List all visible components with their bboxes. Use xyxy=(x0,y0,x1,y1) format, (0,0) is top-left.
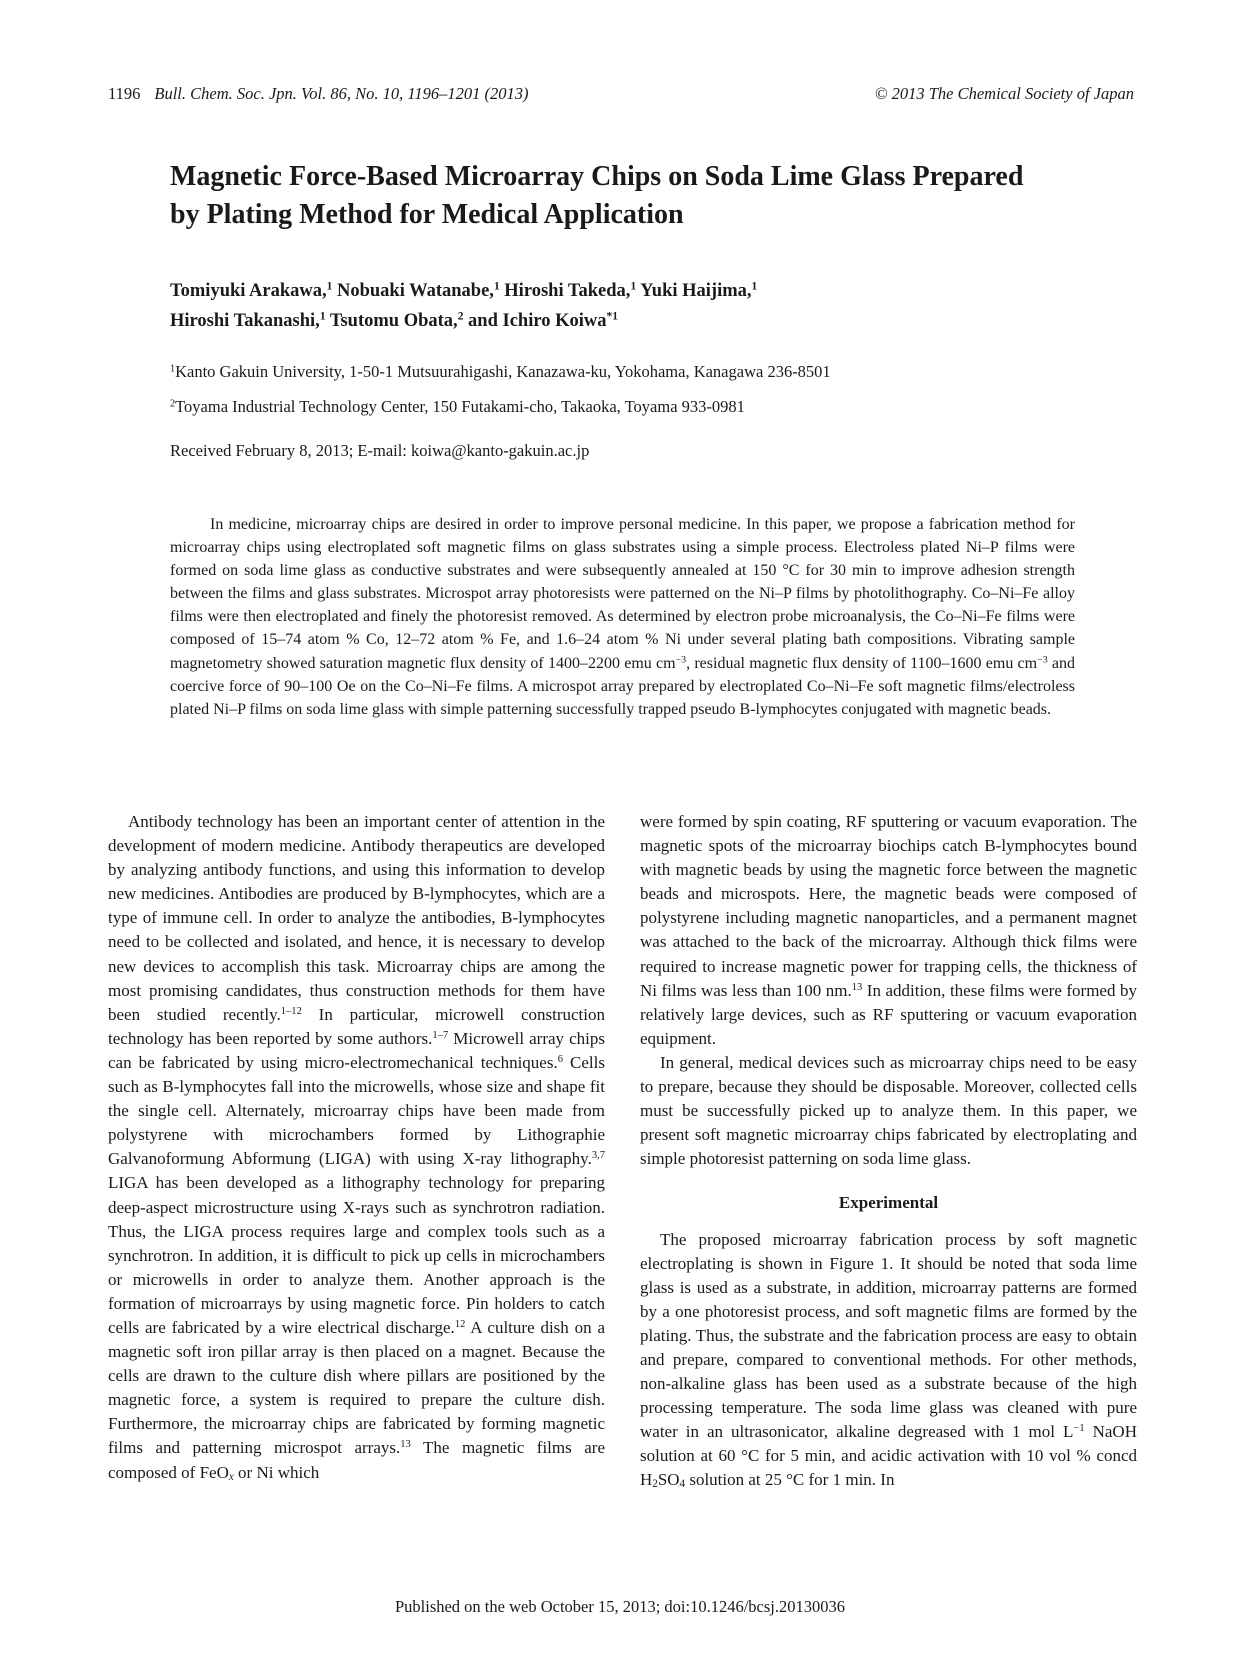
abstract-text: and coercive force of 90–100 Oe on the Co–Ni–Fe films. A microspot array prepared by electroplated Co–Ni–Fe soft magnetic films/electroless plated Ni–P films on soda lime glass with simple patterning successfully trapped pseudo B-lymphocytes conjugated with magnetic beads. xyxy=(170,654,1075,718)
title-line-2: by Plating Method for Medical Application xyxy=(170,199,684,230)
superscript: −1 xyxy=(1073,1423,1085,1435)
citation-ref: 6 xyxy=(557,1054,563,1066)
citation-ref: 12 xyxy=(454,1319,466,1331)
body-text: NaOH solution at 60 °C for 5 min, and acidic activation with 10 vol % concd H xyxy=(640,1422,1137,1490)
citation-ref: 1–7 xyxy=(432,1030,449,1042)
author-affil-mark: 1 xyxy=(751,280,758,293)
body-text: A culture dish on a magnetic soft iron pillar array is then placed on a magnet. Because the cells are drawn to the culture dish where pillars are positioned by the magnetic force, a system is required to prepare the culture dish. Furthermore, the microarray chips are fabricated by forming magnetic films and patterning microspot arrays. xyxy=(108,1317,606,1458)
body-paragraph: In general, medical devices such as microarray chips need to be easy to prepare, because they should be disposable. Moreover, collected cells must be successfully picked up to analyze them. In this paper, we present soft magnetic microarray chips fabricated by electroplating and simple photoresist patterning on soda lime glass. xyxy=(640,1052,1137,1169)
author-list xyxy=(170,276,1070,336)
article-title xyxy=(170,158,1090,234)
abstract-text: , residual magnetic flux density of 1100–1600 emu cm xyxy=(686,654,1038,672)
body-text: Cells such as B-lymphocytes fall into the microwells, whose size and shape fit the single cell. Alternately, microarray chips have been made from polystyrene with microchambers formed by Lithographie Galvanoformung Abformung (LIGA) with using X-ray lithography. xyxy=(108,1052,605,1169)
body-text: SO xyxy=(657,1470,680,1490)
abstract-text: In medicine, microarray chips are desired in order to improve personal medicine. In this paper, we propose a fabrication method for microarray chips using electroplated soft magnetic films on glass substrates using a simple process. Electroless plated Ni–P films were formed on soda lime glass as conductive substrates and were subsequently annealed at 150 °C for 30 min to improve adhesion strength between the films and glass substrates. Microspot array photoresists were patterned on the Ni–P films by photolithography. Co–Ni–Fe alloy films were then electroplated and finely the photoresist removed. As determined by electron probe microanalysis, the Co–Ni–Fe films were composed of 15–74 atom % Co, 12–72 atom % Fe, and 1.6–24 atom % Ni under several plating bath compositions. Vibrating sample magnetometry showed saturation magnetic flux density of 1400–2200 emu cm xyxy=(170,516,1075,672)
author-name: Hiroshi Takeda, xyxy=(504,281,631,301)
copyright-notice: © 2013 The Chemical Society of Japan xyxy=(874,84,1134,103)
abstract xyxy=(170,513,1075,721)
body-text: In particular, microwell construction technology has been reported by some authors. xyxy=(108,1004,605,1048)
title-line-1: Magnetic Force-Based Microarray Chips on Soda Lime Glass Prepared xyxy=(170,161,1024,192)
citation-ref: 1–12 xyxy=(280,1005,302,1017)
author-conjunction: and xyxy=(468,311,498,331)
publication-footer: Published on the web October 15, 2013; doi:10.1246/bcsj.20130036 xyxy=(394,1597,846,1616)
superscript: −3 xyxy=(675,654,687,666)
author-name: Yuki Haijima, xyxy=(640,281,752,301)
body-text: were formed by spin coating, RF sputtering or vacuum evaporation. The magnetic spots of the microarray biochips catch B-lymphocytes bound with magnetic beads by using the magnetic force between the magnetic beads and microspots. Here, the magnetic beads were composed of polystyrene including magnetic nanoparticles, and a permanent magnet was attached to the back of the microarray. Although thick films were required to increase magnetic power for trapping cells, the thickness of Ni films was less than 100 nm. xyxy=(640,812,1137,1000)
citation-ref: 13 xyxy=(851,981,863,993)
body-text: Microwell array chips can be fabricated by using micro-electromechanical techniques. xyxy=(108,1028,605,1072)
author-affil-mark: 1 xyxy=(326,280,333,293)
subscript: x xyxy=(228,1470,234,1483)
section-heading-experimental: Experimental xyxy=(838,1193,939,1213)
author-name: Hiroshi Takanashi, xyxy=(170,311,320,331)
author-affil-mark: *1 xyxy=(606,310,618,323)
superscript: −3 xyxy=(1037,654,1048,666)
body-text: The proposed microarray fabrication process by soft magnetic electroplating is shown in Figure 1. It should be noted that soda lime glass is used as a substrate, in addition, microarray patterns are formed by a one photoresist process, and soft magnetic films are formed by the plating. Thus, the substrate and the fabrication process are easy to obtain and prepare, compared to conventional methods. For other methods, non-alkaline glass has been used as a substrate because of the high processing temperature. The soda lime glass was cleaned with pure water in an ultrasonicator, alkaline degreased with 1 mol L xyxy=(640,1229,1137,1442)
affiliation-1 xyxy=(170,362,831,382)
affil-text: Toyama Industrial Technology Center, 150 Futakami-cho, Takaoka, Toyama 933-0981 xyxy=(175,397,745,416)
affil-mark: 1 xyxy=(170,363,176,375)
author-affil-mark: 1 xyxy=(630,280,637,293)
running-header-left xyxy=(108,84,529,104)
body-text: LIGA has been developed as a lithography technology for preparing deep-aspect microstructure using X-rays such as synchrotron radiation. Thus, the LIGA process requires large and complex tools such as a synchrotron. In addition, it is difficult to pick up cells in microchambers or microwells in order to analyze them. Another approach is the formation of microarrays by using magnetic force. Pin holders to catch cells are fabricated by a wire electrical discharge. xyxy=(108,1173,605,1337)
author-affil-mark: 1 xyxy=(319,310,326,323)
journal-citation: Bull. Chem. Soc. Jpn. Vol. 86, No. 10, 1196–1201 (2013) xyxy=(154,84,529,103)
body-text: In addition, these films were formed by relatively large devices, such as RF sputtering or vacuum evaporation equipment. xyxy=(640,980,1137,1048)
body-paragraph xyxy=(108,810,605,1485)
body-paragraph xyxy=(640,810,1137,1051)
author-name: Tomiyuki Arakawa, xyxy=(170,281,327,301)
body-column-right xyxy=(640,810,1137,1493)
author-name: Ichiro Koiwa xyxy=(502,311,607,331)
body-column-left xyxy=(108,810,605,1485)
page-number: 1196 xyxy=(108,84,141,103)
affil-mark: 2 xyxy=(170,398,176,410)
affiliation-2 xyxy=(170,397,745,417)
received-and-email: Received February 8, 2013; E-mail: koiwa@kanto-gakuin.ac.jp xyxy=(170,441,590,460)
author-affil-mark: 2 xyxy=(457,310,464,323)
body-text: or Ni which xyxy=(233,1462,320,1482)
body-text: The magnetic films are composed of FeO xyxy=(108,1438,605,1482)
author-affil-mark: 1 xyxy=(493,280,500,293)
subscript: 4 xyxy=(679,1478,686,1491)
subscript: 2 xyxy=(652,1478,658,1491)
affil-text: Kanto Gakuin University, 1-50-1 Mutsuurahigashi, Kanazawa-ku, Yokohama, Kanagawa 236-8501 xyxy=(175,362,831,381)
author-name: Tsutomu Obata, xyxy=(329,311,458,331)
citation-ref: 13 xyxy=(400,1439,411,1451)
body-paragraph xyxy=(640,1228,1137,1493)
author-name: Nobuaki Watanabe, xyxy=(336,281,494,301)
body-text: solution at 25 °C for 1 min. In xyxy=(685,1470,895,1490)
citation-ref: 3,7 xyxy=(591,1150,605,1162)
body-text: Antibody technology has been an important center of attention in the development of modern medicine. Antibody therapeutics are developed by analyzing antibody functions, and using this information to develop new medicines. Antibodies are produced by B-lymphocytes, which are a type of immune cell. In order to analyze the antibodies, B-lymphocytes need to be collected and isolated, and hence, it is necessary to develop new devices to accomplish this task. Microarray chips are among the most promising candidates, thus construction methods for them have been studied recently. xyxy=(108,812,605,1024)
